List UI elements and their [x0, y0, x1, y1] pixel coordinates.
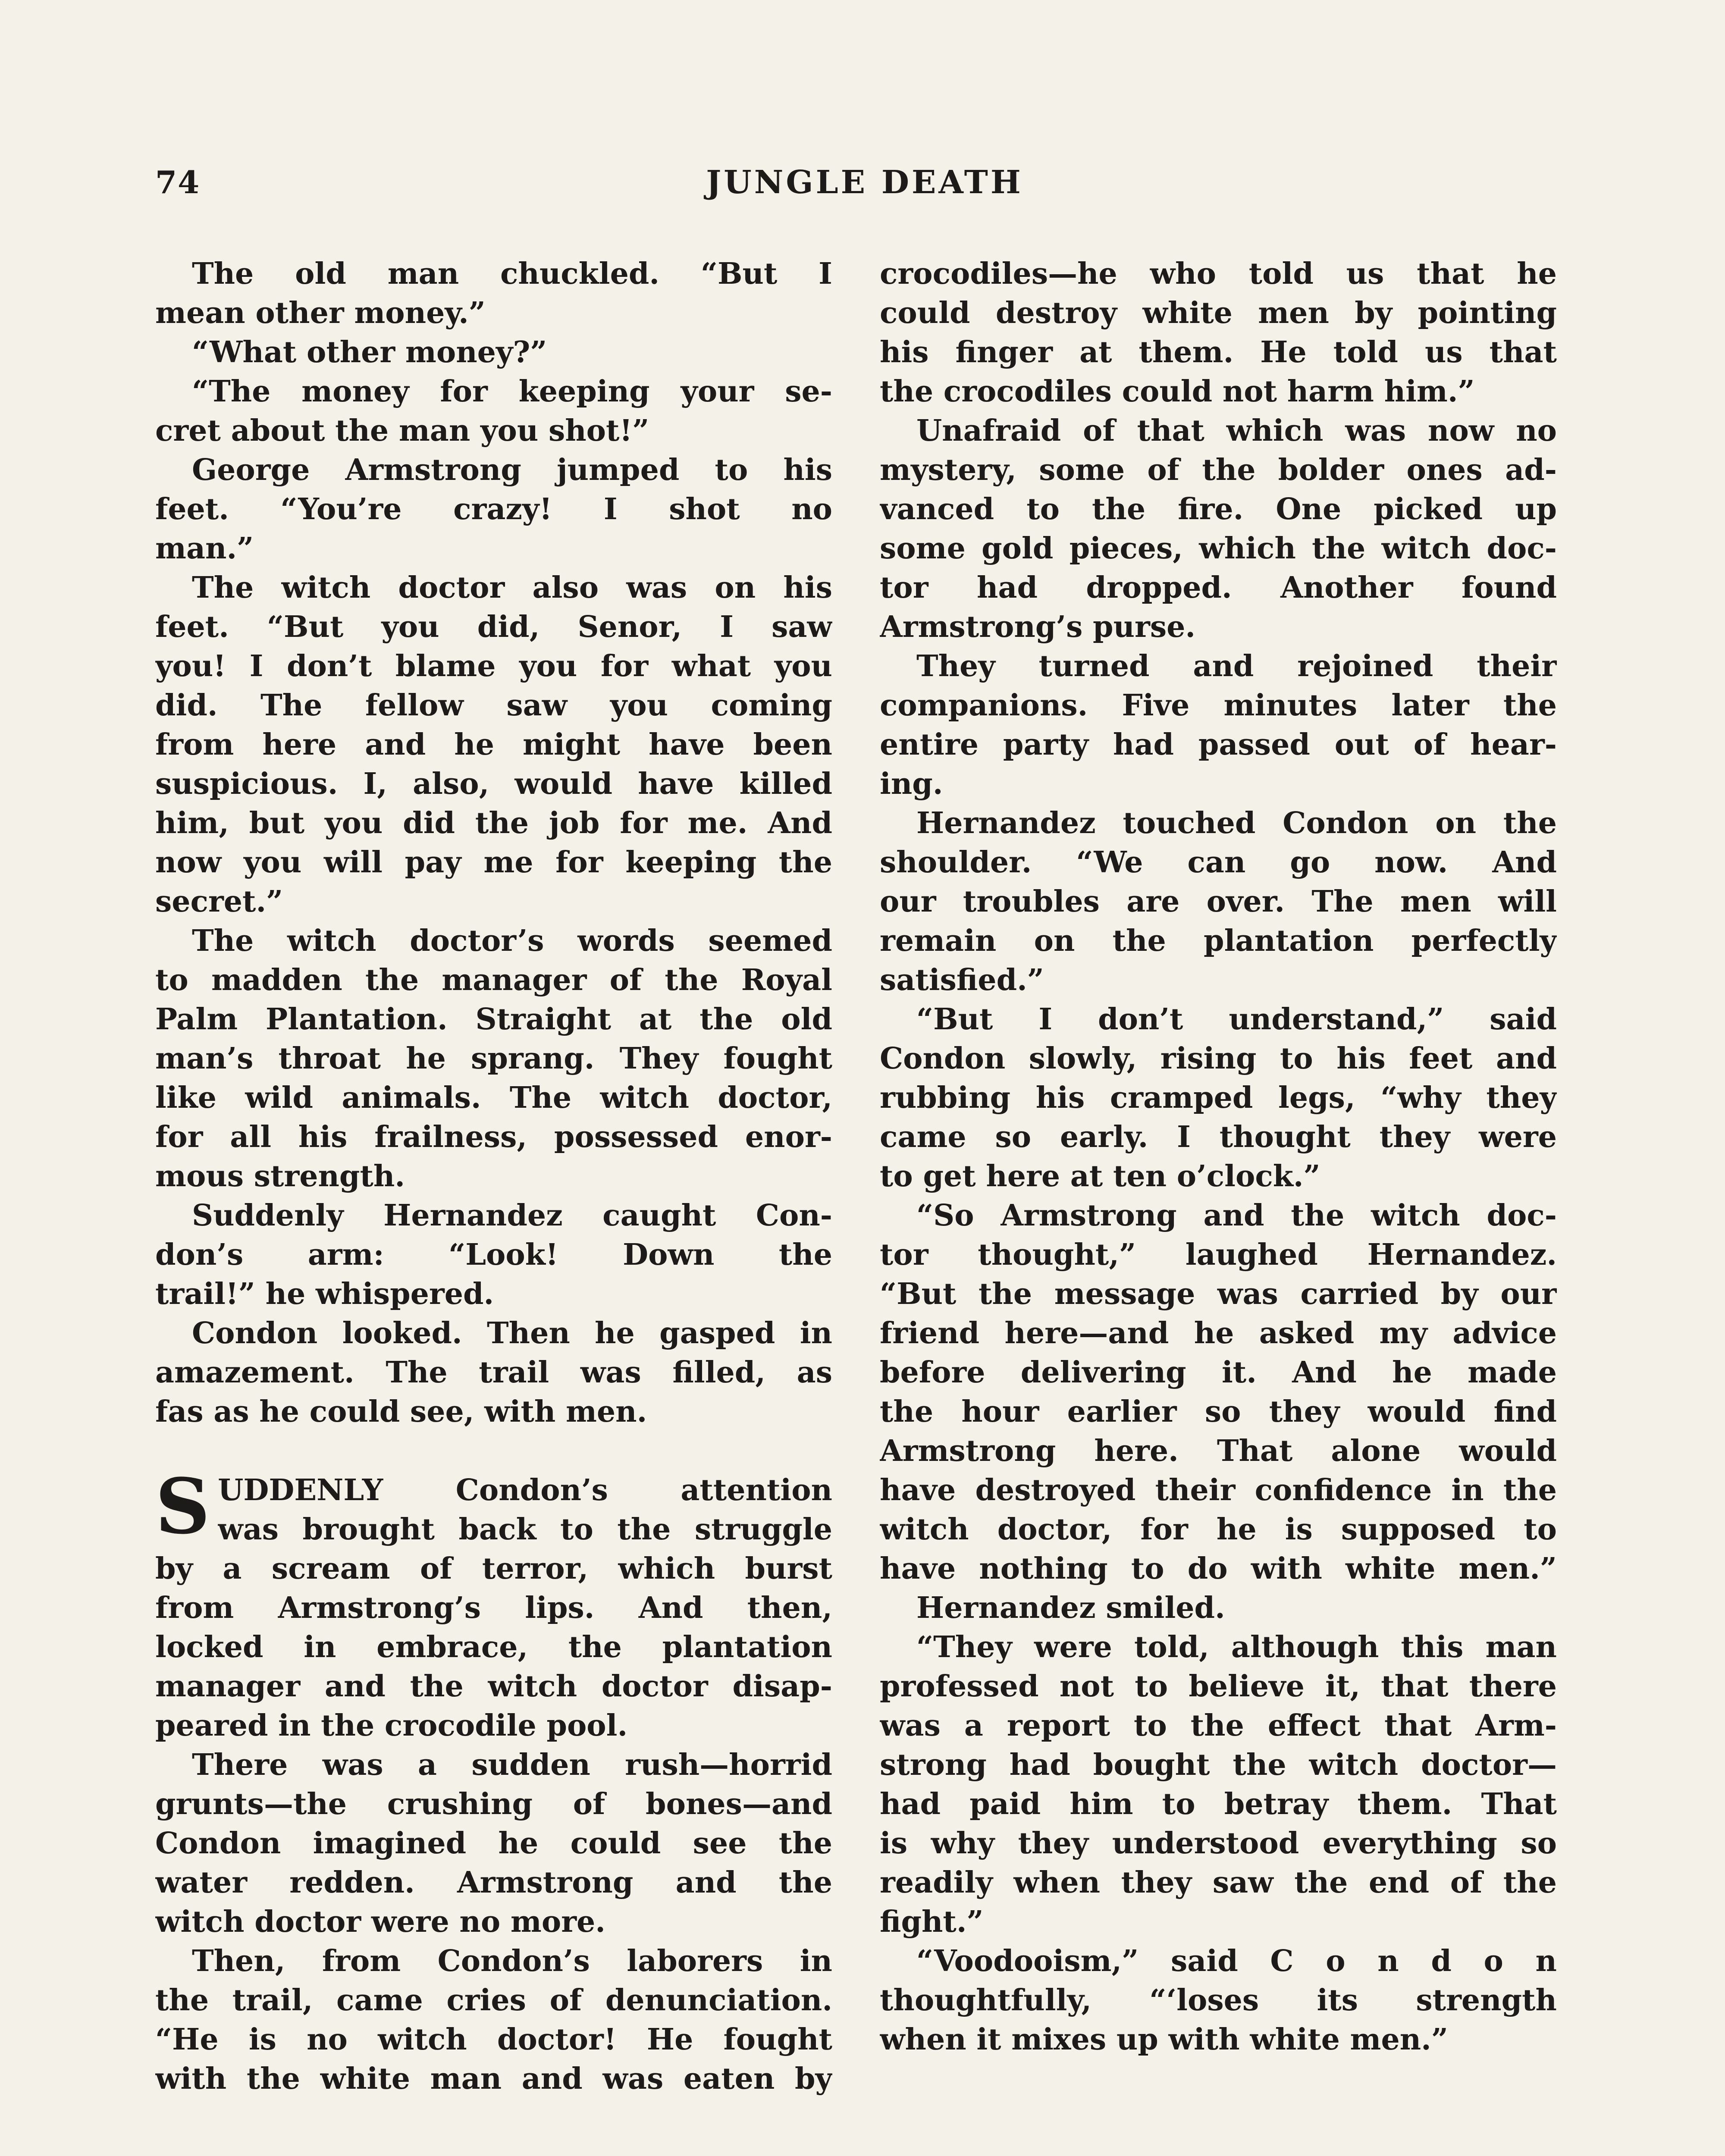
text-line: have destroyed their confidence in the — [880, 1473, 1557, 1507]
text-line: rubbing his cramped legs, “why they — [880, 1081, 1557, 1115]
text-line: his finger at them. He told us that — [880, 335, 1557, 370]
text-line: feet. “You’re crazy! I shot no — [155, 492, 832, 526]
text-line: “So Armstrong and the witch doc- — [916, 1198, 1557, 1233]
text-line: fight.” — [880, 1905, 984, 1939]
text-line: some gold pieces, which the witch doc- — [880, 531, 1557, 566]
text-line: thoughtfully, “‘loses its strength — [880, 1983, 1557, 2018]
text-line: man.” — [155, 531, 254, 566]
text-line: Palm Plantation. Straight at the old — [155, 1002, 832, 1037]
text-line: ing. — [880, 767, 943, 801]
text-line: could destroy white men by pointing — [880, 296, 1557, 330]
text-line: George Armstrong jumped to his — [192, 453, 832, 487]
text-line: like wild animals. The witch doctor, — [155, 1081, 832, 1115]
text-line: the crocodiles could not harm him.” — [880, 374, 1475, 409]
text-line: by a scream of terror, which burst — [155, 1551, 832, 1586]
text-line: mystery, some of the bolder ones ad- — [880, 453, 1557, 487]
text-line: “The money for keeping your se- — [192, 374, 832, 409]
page-header — [155, 164, 1574, 220]
drop-cap-lines — [155, 1462, 832, 1551]
text-line: entire party had passed out of hear- — [880, 727, 1557, 762]
text-line: have nothing to do with white men.” — [880, 1551, 1557, 1586]
text-line: secret.” — [155, 884, 283, 919]
text-line: to get here at ten o’clock.” — [880, 1159, 1320, 1194]
text-line: the trail, came cries of denunciation. — [155, 1983, 832, 2018]
text-line: with the white man and was eaten by — [155, 2062, 832, 2096]
text-line: remain on the plantation perfectly — [880, 924, 1557, 958]
text-line: Condon imagined he could see the — [155, 1826, 832, 1861]
text-line: Hernandez smiled. — [916, 1591, 1225, 1625]
text-line: when it mixes up with white men.” — [880, 2022, 1448, 2057]
text-line: him, but you did the job for me. And — [155, 806, 832, 840]
text-line: cret about the man you shot!” — [155, 414, 649, 448]
text-line: satisfied.” — [880, 963, 1044, 997]
text-line: “Voodooism,” said C o n d o n — [916, 1944, 1557, 1978]
text-line: mean other money.” — [155, 296, 486, 330]
text-line: the hour earlier so they would find — [880, 1395, 1557, 1429]
text-line: The witch doctor also was on his — [192, 570, 832, 605]
text-line: to madden the manager of the Royal — [155, 963, 832, 997]
text-line: “What other money?” — [192, 335, 547, 370]
text-line: witch doctor, for he is supposed to — [880, 1512, 1557, 1547]
drop-cap: S — [155, 1462, 210, 1551]
text-line: had paid him to betray them. That — [880, 1787, 1557, 1821]
text-line: Then, from Condon’s laborers in — [192, 1944, 832, 1978]
text-line: came so early. I thought they were — [880, 1120, 1557, 1154]
right-column — [880, 254, 1557, 2059]
text-line: our troubles are over. The men will — [880, 884, 1557, 919]
text-line: companions. Five minutes later the — [880, 688, 1557, 723]
text-line: now you will pay me for keeping the — [155, 845, 832, 880]
text-line: don’s arm: “Look! Down the — [155, 1238, 832, 1272]
text-line: from Armstrong’s lips. And then, — [155, 1591, 832, 1625]
text-line: professed not to believe it, that there — [880, 1669, 1557, 1704]
page-number: 74 — [155, 164, 201, 201]
text-line: Condon looked. Then he gasped in — [192, 1316, 832, 1351]
text-line: “He is no witch doctor! He fought — [155, 2022, 832, 2057]
text-line: for all his frailness, possessed enor- — [155, 1120, 832, 1154]
section-break — [155, 1432, 832, 1471]
text-line: “They were told, although this man — [916, 1630, 1557, 1664]
text-line: locked in embrace, the plantation — [155, 1630, 832, 1664]
text-line: mous strength. — [155, 1159, 405, 1194]
text-line: fas as he could see, with men. — [155, 1395, 647, 1429]
text-line: trail!” he whispered. — [155, 1277, 494, 1311]
text-line: manager and the witch doctor disap- — [155, 1669, 832, 1704]
text-line: crocodiles—he who told us that he — [880, 257, 1557, 291]
left-column-text — [155, 254, 832, 1432]
text-line: Condon slowly, rising to his feet and — [880, 1041, 1557, 1076]
text-line: readily when they saw the end of the — [880, 1865, 1557, 1900]
text-line: Armstrong’s purse. — [880, 610, 1196, 644]
left-column-section-two-text — [155, 1549, 832, 2099]
text-line: shoulder. “We can go now. And — [880, 845, 1557, 880]
text-line: “But I don’t understand,” said — [916, 1002, 1557, 1037]
text-line: friend here—and he asked my advice — [880, 1316, 1557, 1351]
section-two-paragraph — [155, 1462, 832, 2099]
text-line: UDDENLY Condon’s attention — [218, 1473, 832, 1507]
text-line: feet. “But you did, Senor, I saw — [155, 610, 832, 644]
text-line: Armstrong here. That alone would — [880, 1434, 1557, 1468]
text-line: The witch doctor’s words seemed — [192, 924, 832, 958]
text-line: The old man chuckled. “But I — [192, 257, 832, 291]
text-line: Unafraid of that which was now no — [916, 414, 1557, 448]
text-line: Suddenly Hernandez caught Con- — [192, 1198, 832, 1233]
text-line: before delivering it. And he made — [880, 1355, 1557, 1390]
text-line: tor had dropped. Another found — [880, 570, 1557, 605]
text-line: tor thought,” laughed Hernandez. — [880, 1238, 1557, 1272]
text-line: is why they understood everything so — [880, 1826, 1557, 1861]
text-line: was brought back to the struggle — [218, 1512, 832, 1547]
text-line: grunts—the crushing of bones—and — [155, 1787, 832, 1821]
text-line: Hernandez touched Condon on the — [916, 806, 1557, 840]
text-line: man’s throat he sprang. They fought — [155, 1041, 832, 1076]
text-line: water redden. Armstrong and the — [155, 1865, 832, 1900]
text-line: from here and he might have been — [155, 727, 832, 762]
left-column — [155, 254, 832, 2099]
text-line: witch doctor were no more. — [155, 1905, 605, 1939]
right-column-text — [880, 254, 1557, 2059]
text-line: There was a sudden rush—horrid — [192, 1748, 832, 1782]
text-line: amazement. The trail was filled, as — [155, 1355, 832, 1390]
text-line: suspicious. I, also, would have killed — [155, 767, 832, 801]
text-line: was a report to the effect that Arm- — [880, 1708, 1557, 1743]
text-line: did. The fellow saw you coming — [155, 688, 832, 723]
text-line: “But the message was carried by our — [880, 1277, 1557, 1311]
text-line: They turned and rejoined their — [916, 649, 1557, 683]
text-line: you! I don’t blame you for what you — [155, 649, 832, 683]
running-title: JUNGLE DEATH — [706, 164, 1023, 201]
text-line: vanced to the fire. One picked up — [880, 492, 1557, 526]
text-line: peared in the crocodile pool. — [155, 1708, 628, 1743]
text-line: strong had bought the witch doctor— — [880, 1748, 1557, 1782]
